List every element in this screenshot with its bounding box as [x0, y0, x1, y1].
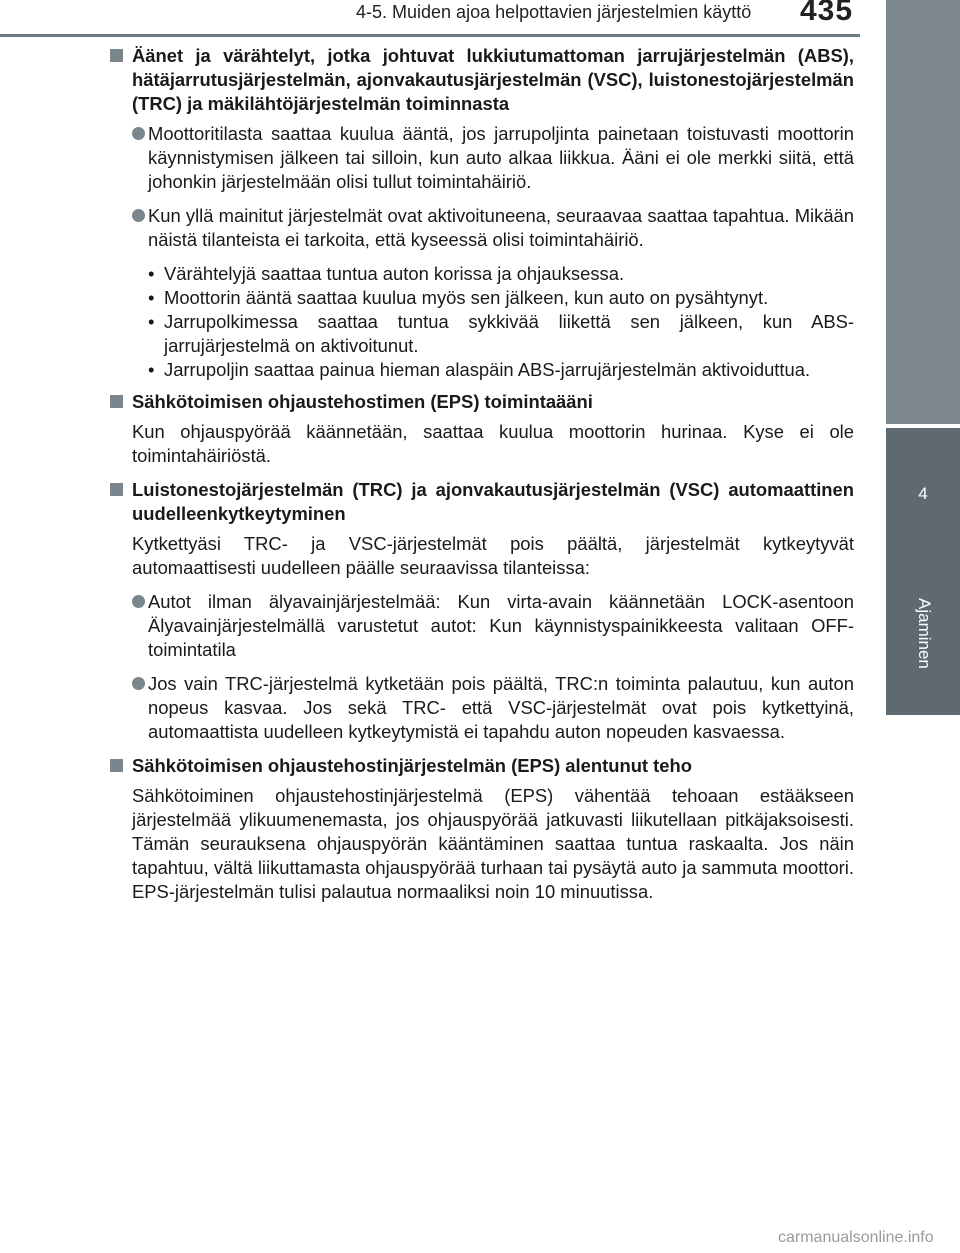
section-heading: [108, 44, 854, 116]
body-paragraph: Sähkötoiminen ohjaustehostinjärjestelmä (EPS) vähentää tehoaan estääkseen järjestelmää ylikuumenemasta, jos ohjauspyörää jatkuvasti liikutellaan pitkäjaksoisesti. Tämän seurauksena ohjauspyörän kääntäminen saattaa tuntua raskaalta. Jos näin tapahtuu, vältä liikuttamasta ohjauspyörää turhaan tai pysäytä auto ja sammuta moottori. EPS-järjestelmän tulisi palautua normaaliksi noin 10 minuutissa.: [132, 785, 854, 902]
side-tab: [886, 0, 960, 424]
heading-text: Sähkötoimisen ohjaustehostinjärjestelmän (EPS) alentunut teho: [132, 755, 692, 776]
body-paragraph: Kytkettyäsi TRC- ja VSC-järjestelmät pois päältä, järjestelmät kytkeytyvät automaattisesti uudelleen päälle seuraavissa tilanteissa:: [132, 533, 854, 578]
section-heading: [108, 390, 854, 414]
sub-list-item: [148, 286, 854, 310]
chapter-label: Ajaminen: [915, 597, 934, 669]
dot-marker-icon: •: [148, 287, 155, 308]
circle-bullet-icon: [132, 677, 145, 690]
list-item-text: Kun yllä mainitut järjestelmät ovat aktivoituneena, seuraavaa saattaa tapahtua. Mikään näistä tilanteista ei tarkoita, että kyseessä olisi toimintahäiriö.: [148, 205, 854, 250]
sub-item-text: Moottorin ääntä saattaa kuulua myös sen jälkeen, kun auto on pysähtynyt.: [164, 287, 769, 308]
page-number: 435: [800, 0, 854, 27]
section-title: 4-5. Muiden ajoa helpottavien järjestelmien käyttö: [356, 2, 752, 22]
circle-bullet-icon: [132, 127, 145, 140]
body-paragraph: Kun ohjauspyörää käännetään, saattaa kuulua moottorin hurinaa. Kyse ei ole toimintahäiriöstä.: [132, 421, 854, 466]
circle-bullet-icon: [132, 209, 145, 222]
heading-text: Äänet ja värähtelyt, jotka johtuvat lukkiutumattoman jarrujärjestelmän (ABS), hätäjarrutusjärjestelmän, ajonvakautusjärjestelmän (VSC), luistonestojärjestelmän (TRC) ja mäkilähtöjärjestelmän toiminnasta: [132, 45, 854, 114]
watermark: carmanualsonline.info: [778, 1229, 934, 1246]
dot-marker-icon: •: [148, 311, 155, 332]
header-rule: [0, 34, 860, 37]
heading-text: Luistonestojärjestelmän (TRC) ja ajonvakautusjärjestelmän (VSC) automaattinen uudelleenkytkeytyminen: [132, 479, 854, 524]
dot-marker-icon: •: [148, 359, 155, 380]
sub-list-item: [148, 358, 854, 382]
list-item: [108, 204, 854, 252]
sub-item-text: Jarrupolkimessa saattaa tuntua sykkivää liikettä sen jälkeen, kun ABS-jarrujärjestelmä on aktivoitunut.: [164, 311, 854, 356]
sub-list-item: [148, 310, 854, 358]
square-bullet-icon: [110, 395, 123, 408]
circle-bullet-icon: [132, 595, 145, 608]
list-item: [108, 122, 854, 194]
list-item-text: Moottoritilasta saattaa kuulua ääntä, jos jarrupoljinta painetaan toistuvasti moottorin käynnistymisen jälkeen tai silloin, kun auto alkaa liikkua. Ääni ei ole merkki siitä, että johonkin järjestelmään olisi tullut toimintahäiriö.: [148, 123, 854, 192]
list-item-text: Autot ilman älyavainjärjestelmää: Kun virta-avain käännetään LOCK-asentoon Älyavainjärjestelmällä varustetut autot: Kun käynnistyspainikkeesta valitaan OFF-toimintatila: [148, 591, 854, 660]
heading-text: Sähkötoimisen ohjaustehostimen (EPS) toimintaääni: [132, 391, 593, 412]
list-item: [108, 590, 854, 662]
square-bullet-icon: [110, 49, 123, 62]
page-content: [108, 44, 854, 914]
sub-list: [108, 262, 854, 382]
sub-list-item: [148, 262, 854, 286]
list-item: [108, 672, 854, 744]
square-bullet-icon: [110, 759, 123, 772]
list-item-text: Jos vain TRC-järjestelmä kytketään pois päältä, TRC:n toiminta palautuu, kun auton nopeus kasvaa. Jos sekä TRC- että VSC-järjestelmät ovat pois kytkettyinä, automaattista uudelleen kytkeytymistä ei tapahdu auton nopeuden kasvaessa.: [148, 673, 854, 742]
sub-item-text: Värähtelyjä saattaa tuntua auton korissa ja ohjauksessa.: [164, 263, 625, 284]
dot-marker-icon: •: [148, 263, 155, 284]
page-header: [0, 0, 960, 34]
chapter-number: 4: [918, 484, 928, 503]
square-bullet-icon: [110, 483, 123, 496]
section-heading: [108, 478, 854, 526]
sub-item-text: Jarrupoljin saattaa painua hieman alaspäin ABS-jarrujärjestelmän aktivoiduttua.: [164, 359, 811, 380]
section-heading: [108, 754, 854, 778]
